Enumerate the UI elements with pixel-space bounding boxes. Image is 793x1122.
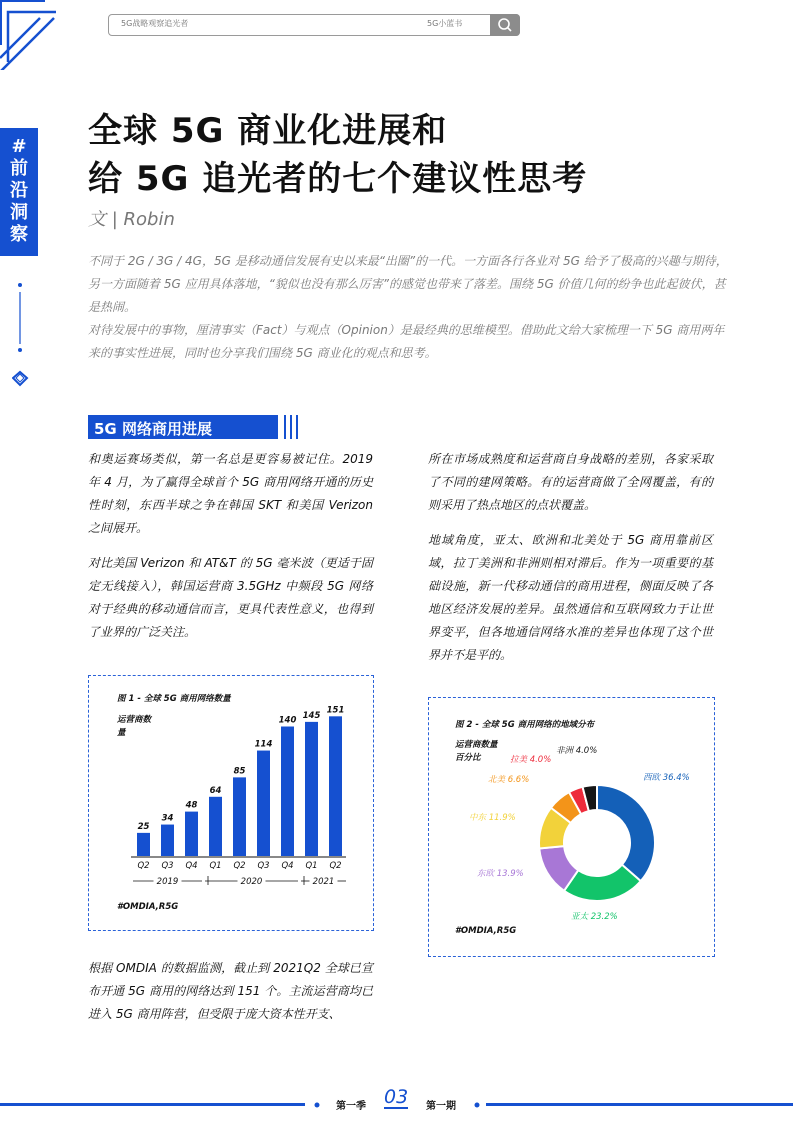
- x-tick-label: Q1: [305, 861, 318, 871]
- bar: [329, 716, 342, 856]
- slice-label: 拉美 4.0%: [510, 755, 552, 765]
- heading-stripe: [290, 415, 292, 439]
- bar: [281, 727, 294, 857]
- search-icon: [490, 14, 520, 36]
- x-tick-label: Q3: [161, 861, 174, 871]
- left-paragraph-3: 根据 OMDIA 的数据监测，截止到 2021Q2 全球已宣布开通 5G 商用的网络达到 151 个。主流运营商均已进入 5G 商用阵营，但受限于庞大资本性开支、: [88, 961, 373, 1021]
- slice-label: 亚太 23.2%: [571, 912, 618, 922]
- x-tick-label: Q2: [233, 861, 246, 871]
- footer-line-left: [0, 1103, 305, 1106]
- article-title: [88, 107, 587, 203]
- figure-1-title: 图 1 - 全球 5G 商用网络数量: [117, 694, 231, 704]
- footer-left-label: 第一季: [336, 1101, 366, 1112]
- header-bar: [108, 14, 520, 36]
- author: 文 | Robin: [88, 209, 175, 230]
- slice-label: 中东 11.9%: [469, 813, 516, 823]
- intro-paragraph-2: 对待发展中的事物，厘清事实（Fact）与观点（Opinion）是最经典的思维模型。借助此文给大家梳理一下 5G 商用两年来的事实性进展，同时也分享我们围绕 5G 商业化的观点和思考。: [88, 323, 725, 360]
- footer-dot-icon: [312, 1100, 322, 1110]
- bar: [209, 797, 222, 856]
- x-tick-label: Q2: [329, 861, 342, 871]
- left-column-bottom: [88, 957, 373, 1038]
- side-tab-hash: #: [11, 136, 27, 157]
- slice-label: 北美 6.6%: [488, 775, 530, 785]
- footer-right-label: 第一期: [426, 1101, 456, 1112]
- heading-stripe: [296, 415, 298, 439]
- figure-2-title: 图 2 - 全球 5G 商用网络的地域分布: [455, 720, 595, 730]
- slice-label: 东欧 13.9%: [477, 869, 524, 879]
- figure-1-source: #OMDIA,R5G: [117, 902, 179, 912]
- bar-value-label: 140: [278, 715, 297, 726]
- bar-value-label: 114: [254, 739, 273, 750]
- left-paragraph-2: 对比美国 Verizon 和 AT&T 的 5G 毫米波（更适于固定无线接入），韩国运营商 3.5GHz 中频段 5G 网络对于经典的移动通信而言，更具代表性意义，也得到了业界的广泛关注。: [88, 556, 373, 639]
- bar-value-label: 34: [161, 813, 174, 824]
- heading-stripe: [284, 415, 286, 439]
- corner-decoration: [0, 0, 60, 70]
- bar: [305, 722, 318, 856]
- donut-slice: [597, 785, 655, 881]
- bar-value-label: 48: [185, 800, 198, 811]
- bar-value-label: 25: [137, 821, 150, 832]
- figure-2-source: #OMDIA,R5G: [455, 926, 517, 936]
- title-line-2: 给 5G 追光者的七个建议性思考: [88, 159, 588, 199]
- bar-value-label: 85: [233, 766, 246, 777]
- intro-text: [88, 250, 728, 365]
- donut-chart: [429, 698, 714, 956]
- year-label: 2020: [240, 877, 263, 887]
- bar: [257, 751, 270, 856]
- title-line-1: 全球 5G 商业化进展和: [88, 111, 448, 151]
- side-tab-label: 前沿洞察: [10, 158, 28, 245]
- figure-1-box: [88, 675, 374, 931]
- x-tick-label: Q4: [281, 861, 294, 871]
- slice-label: 西欧 36.4%: [643, 773, 690, 783]
- year-label: 2019: [156, 877, 179, 887]
- bar-value-label: 145: [302, 710, 321, 721]
- bar: [137, 833, 150, 856]
- right-column: [428, 448, 713, 679]
- figure-2-ylabel-1: 运营商数量: [455, 740, 498, 750]
- x-tick-label: Q4: [185, 861, 198, 871]
- side-dotted-line: [12, 282, 32, 392]
- bar: [185, 812, 198, 856]
- footer-line-right: [486, 1103, 793, 1106]
- bar-value-label: 151: [326, 705, 345, 716]
- header-left-text: 5G战略观察追光者: [121, 19, 189, 28]
- left-paragraph-1: 和奥运赛场类似，第一名总是更容易被记住。2019 年 4 月，为了赢得全球首个 5G 商用网络开通的历史性时刻，东西半球之争在韩国 SKT 和美国 Verizon 之间展开。: [88, 452, 373, 535]
- footer-dot-icon: [472, 1100, 482, 1110]
- section-heading: [88, 415, 296, 439]
- search-button[interactable]: [490, 14, 520, 36]
- bar-value-label: 64: [209, 785, 222, 796]
- bar: [233, 777, 246, 856]
- side-tab: [0, 128, 38, 256]
- x-tick-label: Q2: [137, 861, 150, 871]
- section-heading-label: 5G 网络商用进展: [94, 420, 212, 438]
- figure-2-ylabel-2: 百分比: [455, 753, 481, 763]
- right-paragraph-2: 地域角度，亚太、欧洲和北美处于 5G 商用靠前区域，拉丁美洲和非洲则相对滞后。作为一项重要的基础设施，新一代移动通信的商用进程，侧面反映了各地区经济发展的差异。虽然通信和互联网致力于让世界变平，但各地通信网络水准的差异也体现了这个世界并不是平的。: [428, 533, 713, 662]
- x-tick-label: Q1: [209, 861, 222, 871]
- x-tick-label: Q3: [257, 861, 270, 871]
- page-number: 03: [384, 1086, 409, 1108]
- year-label: 2021: [312, 877, 335, 887]
- bar-chart: [89, 676, 373, 930]
- header-right-text: 5G小蓝书: [427, 19, 463, 28]
- slice-label: 非洲 4.0%: [556, 746, 598, 756]
- figure-1-ylabel: 运营商数量: [117, 715, 152, 738]
- left-column: [88, 448, 373, 656]
- right-paragraph-1: 所在市场成熟度和运营商自身战略的差别，各家采取了不同的建网策略。有的运营商做了全网覆盖，有的则采用了热点地区的点状覆盖。: [428, 452, 713, 512]
- bar: [161, 825, 174, 856]
- intro-paragraph-1: 不同于 2G / 3G / 4G，5G 是移动通信发展有史以来最“出圈”的一代。一方面各行各业对 5G 给予了极高的兴趣与期待，另一方面随着 5G 应用具体落地，“貌似也没有那么厉害”的感觉也带来了落差。围绕 5G 价值几何的纷争也此起彼伏，甚是热闹。: [88, 254, 728, 314]
- figure-2-box: [428, 697, 715, 957]
